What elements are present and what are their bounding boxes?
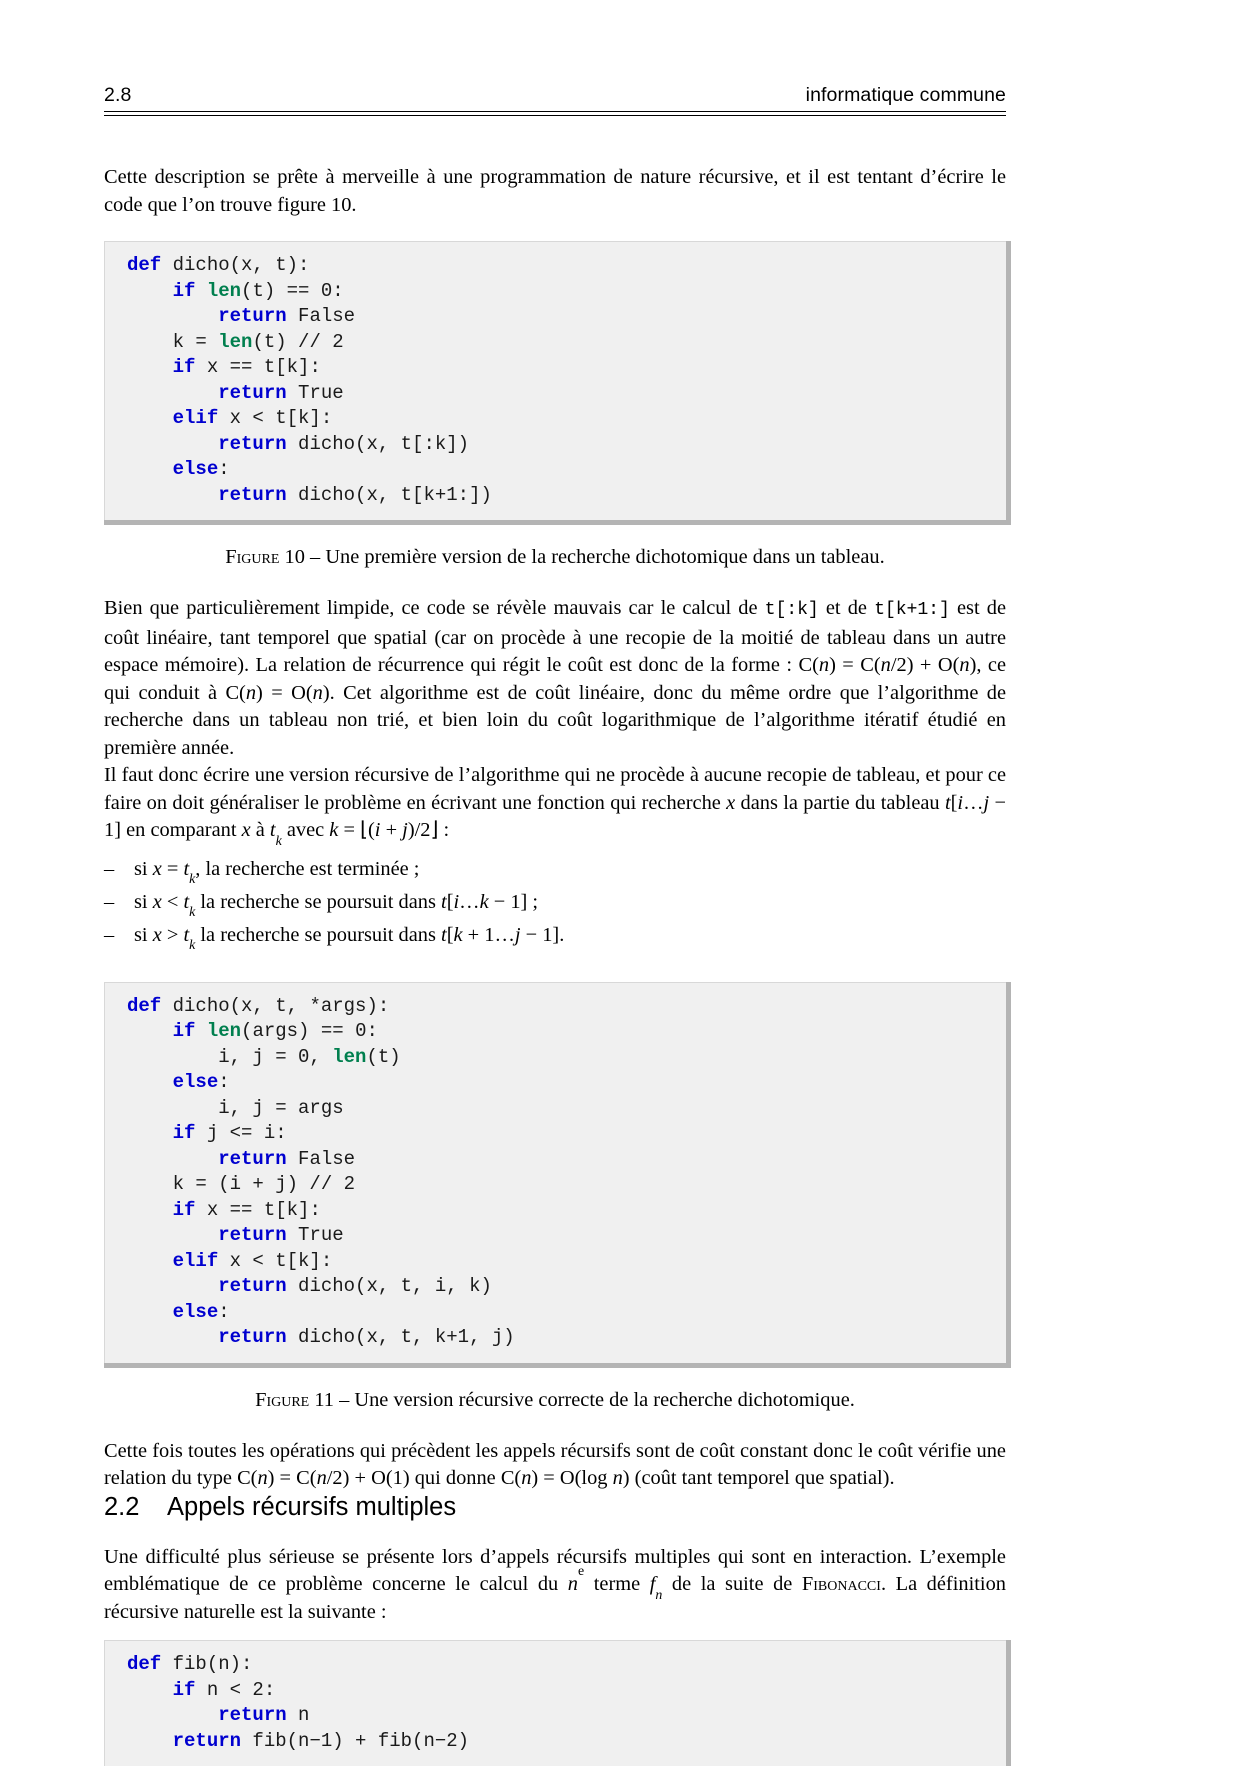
code-text: x < t[k]: xyxy=(218,1249,333,1272)
code-text: i, j = 0, xyxy=(127,1045,333,1068)
paragraph-fibonacci-intro xyxy=(104,1544,1006,1627)
p2-s5: . Cet algorithme est de coût linéaire, donc du même ordre que l’algorithme de recherche dans un tableau non trié, et bien loin du coût logarithmique de l’algorithme itératif étudié en première année. xyxy=(104,681,1006,759)
intro-paragraph xyxy=(104,164,1006,219)
code-keyword: return xyxy=(218,1147,287,1170)
code-line xyxy=(105,1172,1006,1198)
code-text xyxy=(127,1148,218,1170)
code-text xyxy=(195,1020,206,1042)
p2-s1: Bien que particulièrement limpide, ce code se révèle mauvais car le calcul de xyxy=(104,597,765,619)
code-text xyxy=(127,1730,173,1752)
page-content xyxy=(104,0,1006,1766)
code-text: : xyxy=(218,1071,230,1093)
code-text xyxy=(127,1199,173,1221)
code-line xyxy=(105,355,1006,381)
code-keyword: if xyxy=(172,279,196,302)
equation-cost-linear: C(n) = O(n) xyxy=(225,681,330,704)
code-text: dicho(x, t, *args): xyxy=(161,994,390,1017)
code-text xyxy=(127,433,218,455)
code-text: fib(n−1) + fib(n−2) xyxy=(241,1729,470,1752)
code-text xyxy=(127,484,218,506)
b0-s2: , la recherche est terminée ; xyxy=(195,857,420,880)
code-text xyxy=(127,1275,218,1297)
code-text: (args) == 0: xyxy=(241,1020,378,1042)
math-cond-lt: $x < t_k$ xyxy=(152,890,196,921)
code-keyword: else xyxy=(172,1300,219,1323)
b1-s3: ; xyxy=(527,890,539,913)
code-line xyxy=(105,1703,1006,1729)
p3-s5: avec xyxy=(281,819,330,841)
p4-s1: Cette fois toutes les opérations qui précèdent les appels récursifs sont de coût constant donc le coût vérifie une relation du type xyxy=(104,1439,1006,1489)
code-keyword: elif xyxy=(172,407,219,429)
name-fibonacci: Fibonacci xyxy=(801,1573,881,1595)
code-text: (t) xyxy=(366,1045,401,1068)
code-keyword: return xyxy=(218,305,287,327)
ordinal-suffix: e xyxy=(578,1564,585,1580)
code-listing-dicho-v1 xyxy=(104,241,1006,520)
code-text xyxy=(127,382,218,404)
code-text: x == t[k]: xyxy=(195,1198,321,1221)
page-number: 2.8 xyxy=(104,84,132,106)
code-text xyxy=(127,1301,173,1323)
p3-s4: à xyxy=(250,819,270,841)
code-keyword: if xyxy=(172,1198,196,1221)
figure-label: Figure xyxy=(255,1388,310,1411)
code-text xyxy=(127,1122,173,1144)
code-line xyxy=(105,1274,1006,1300)
code-text xyxy=(127,305,218,327)
p4-s3: (coût tant temporel que spatial). xyxy=(629,1467,895,1489)
figure-10-caption xyxy=(104,546,1006,569)
code-builtin: len xyxy=(332,1045,367,1068)
code-keyword: elif xyxy=(172,1249,219,1272)
p3-s1: Il faut donc écrire une version récursive de l’algorithme qui ne procède à aucune recopie de tableau, et pour ce faire on doit généraliser le problème en écrivant une fonction qui recherche xyxy=(104,764,1006,814)
code-text: dicho(x, t, i, k) xyxy=(286,1275,492,1297)
code-line xyxy=(105,1300,1006,1326)
code-text xyxy=(127,1071,173,1093)
p5-s2: terme xyxy=(584,1573,650,1595)
section-title: Appels récursifs multiples xyxy=(167,1492,457,1521)
caption-dash: – xyxy=(304,546,326,568)
code-text: i, j = args xyxy=(127,1096,344,1119)
code-text xyxy=(127,280,173,302)
caption-text: Une version récursive correcte de la recherche dichotomique. xyxy=(354,1388,855,1411)
math-range-ik: t[i…k − 1] xyxy=(441,890,528,913)
math-cond-gt: $x > t_k$ xyxy=(152,923,196,954)
p2-s3: est de coût linéaire, tant temporel que spatial (car on procède à une recopie de la moitié de tableau dans un autre espace mémoire). La relation de récurrence qui régit le coût est donc de la forme : xyxy=(104,597,1006,676)
code-text xyxy=(127,1020,173,1042)
code-line xyxy=(105,304,1006,330)
code-text: n xyxy=(286,1704,310,1726)
code-keyword: if xyxy=(172,1020,196,1042)
code-text: k = xyxy=(127,330,219,353)
code-keyword: return xyxy=(218,432,287,455)
equation-recurrence-2: C(n) = C(n/2) + O(1) xyxy=(237,1467,410,1489)
p4-s2: qui donne xyxy=(409,1467,501,1489)
code-keyword: return xyxy=(218,1326,287,1348)
code-text xyxy=(127,1250,173,1272)
inline-code-slice-left: t[:k] xyxy=(764,600,819,620)
code-line xyxy=(105,253,1006,279)
code-builtin: len xyxy=(206,279,242,302)
code-keyword: return xyxy=(218,1704,287,1726)
code-line xyxy=(105,1249,1006,1275)
p3-s6: : xyxy=(438,819,450,841)
code-text xyxy=(195,280,206,302)
code-line xyxy=(105,1019,1006,1045)
caption-text: Une première version de la recherche dichotomique dans un tableau. xyxy=(325,546,885,568)
paragraph-constant-cost xyxy=(104,1438,1006,1493)
code-listing-1-wrapper xyxy=(104,241,1006,520)
cases-list xyxy=(104,853,1006,952)
code-line xyxy=(105,1070,1006,1096)
paragraph-cost-analysis xyxy=(104,595,1006,762)
code-line xyxy=(105,1147,1006,1173)
code-keyword: return xyxy=(218,1224,287,1246)
b1-s1: si xyxy=(134,890,153,913)
code-builtin: len xyxy=(206,1020,242,1042)
code-line xyxy=(105,483,1006,509)
code-text: : xyxy=(218,1300,230,1323)
code-line xyxy=(105,1729,1006,1755)
code-text: dicho(x, t, k+1, j) xyxy=(286,1326,515,1348)
list-item xyxy=(104,919,1006,952)
figure-label: Figure xyxy=(225,546,280,568)
code-listing-fib xyxy=(104,1640,1006,1766)
course-title: informatique commune xyxy=(805,84,1006,106)
p3-s3: en comparant xyxy=(121,819,242,841)
code-text: dicho(x, t[k+1:]) xyxy=(286,483,492,506)
code-keyword: def xyxy=(127,1653,162,1675)
code-keyword: else xyxy=(172,458,219,480)
equation-cost-log: C(n) = O(log n) xyxy=(500,1467,630,1489)
code-text xyxy=(127,1326,218,1348)
code-line xyxy=(105,1045,1006,1071)
b1-s2: la recherche se poursuit dans xyxy=(195,890,442,913)
running-header xyxy=(104,0,1006,107)
code-text: j <= i: xyxy=(195,1122,287,1144)
math-tk: $t_k$ xyxy=(269,819,282,849)
code-keyword: if xyxy=(172,1122,196,1144)
code-line xyxy=(105,1121,1006,1147)
code-line xyxy=(105,1325,1006,1351)
p5-s1: Une difficulté plus sérieuse se présente lors d’appels récursifs multiples qui sont en interaction. L’exemple emblématique de ce problème concerne le calcul du xyxy=(104,1545,1006,1595)
dash-bullet: – xyxy=(104,857,115,880)
code-listing-2-wrapper xyxy=(104,982,1006,1363)
code-keyword: else xyxy=(172,1071,219,1093)
code-text xyxy=(127,1224,218,1246)
code-line xyxy=(105,994,1006,1020)
code-text: False xyxy=(286,1147,356,1170)
code-text xyxy=(127,1679,173,1701)
dash-bullet: – xyxy=(104,890,115,913)
code-text: x < t[k]: xyxy=(218,407,333,429)
code-text: False xyxy=(286,305,356,327)
p3-s2: dans la partie du tableau xyxy=(735,791,945,814)
figure-11-caption xyxy=(104,1389,1006,1412)
code-keyword: return xyxy=(218,483,287,506)
b2-s3: . xyxy=(559,923,565,946)
list-item xyxy=(104,853,1006,886)
math-range-ij: t[i…j − 1] xyxy=(104,791,1006,841)
code-line xyxy=(105,457,1006,483)
code-text: dicho(x, t[:k]) xyxy=(286,432,470,455)
code-line xyxy=(105,330,1006,356)
code-keyword: if xyxy=(172,356,196,378)
section-number: 2.2 xyxy=(104,1492,140,1521)
code-line xyxy=(105,1096,1006,1122)
code-text: (t) // 2 xyxy=(252,330,344,353)
math-range-kj: t[k + 1…j − 1] xyxy=(441,923,560,946)
code-listing-dicho-v2 xyxy=(104,982,1006,1363)
math-cond-eq: $x = t_k$ xyxy=(152,857,196,888)
b2-s1: si xyxy=(134,923,153,946)
code-text: x == t[k]: xyxy=(195,356,321,378)
list-item xyxy=(104,886,1006,919)
p5-s3: de la suite de xyxy=(662,1573,802,1595)
p2-s4: , ce qui conduit à xyxy=(104,654,1006,704)
code-text xyxy=(127,1704,218,1726)
b2-s2: la recherche se poursuit dans xyxy=(195,923,442,946)
figure-number: 10 xyxy=(284,546,305,568)
dash-bullet: – xyxy=(104,923,115,946)
code-text: (t) == 0: xyxy=(241,279,344,302)
code-line xyxy=(105,1652,1006,1678)
equation-recurrence-1: C(n) = C(n/2) + O(n) xyxy=(798,654,977,676)
p5-s4: . La définition récursive naturelle est la suivante : xyxy=(104,1573,1006,1623)
inline-code-slice-right: t[k+1:] xyxy=(874,600,950,620)
section-heading-2-2 xyxy=(104,1493,1006,1522)
code-builtin: len xyxy=(218,330,253,353)
code-keyword: return xyxy=(172,1729,242,1752)
code-text xyxy=(127,458,173,480)
math-fn: $f_n$ xyxy=(649,1573,663,1603)
p2-s2: et de xyxy=(818,597,875,619)
math-var-x: x xyxy=(726,791,736,814)
code-line xyxy=(105,1223,1006,1249)
code-keyword: return xyxy=(218,381,287,404)
code-text: True xyxy=(286,381,344,404)
caption-dash: – xyxy=(334,1388,355,1411)
code-keyword: return xyxy=(218,1275,287,1297)
code-text: n < 2: xyxy=(195,1678,276,1701)
b0-s1: si xyxy=(134,857,153,880)
code-keyword: if xyxy=(172,1678,196,1701)
header-rule xyxy=(104,111,1006,116)
intro-text: Cette description se prête à merveille à une programmation de nature récursive, et il est tentant d’écrire le code que l’on trouve figure 10. xyxy=(104,166,1006,216)
code-keyword: def xyxy=(127,254,162,276)
figure-number: 11 xyxy=(314,1388,334,1411)
code-text: True xyxy=(286,1224,344,1246)
code-keyword: def xyxy=(127,994,162,1017)
math-var-x-2: x xyxy=(241,819,251,841)
code-text: k = (i + j) // 2 xyxy=(127,1173,356,1195)
code-text: fib(n): xyxy=(161,1653,253,1675)
code-text xyxy=(127,356,173,378)
code-text xyxy=(127,407,173,429)
code-listing-3-wrapper xyxy=(104,1640,1006,1766)
code-line xyxy=(105,1198,1006,1224)
code-text: : xyxy=(218,458,230,480)
code-line xyxy=(105,279,1006,305)
paragraph-generalization xyxy=(104,762,1006,849)
code-line xyxy=(105,432,1006,458)
code-line xyxy=(105,1678,1006,1704)
code-line xyxy=(105,381,1006,407)
code-line xyxy=(105,406,1006,432)
math-var-n: n xyxy=(567,1573,578,1595)
math-k-definition: k = ⌊(i + j)/2⌋ xyxy=(329,819,439,841)
code-text: dicho(x, t): xyxy=(161,254,310,276)
